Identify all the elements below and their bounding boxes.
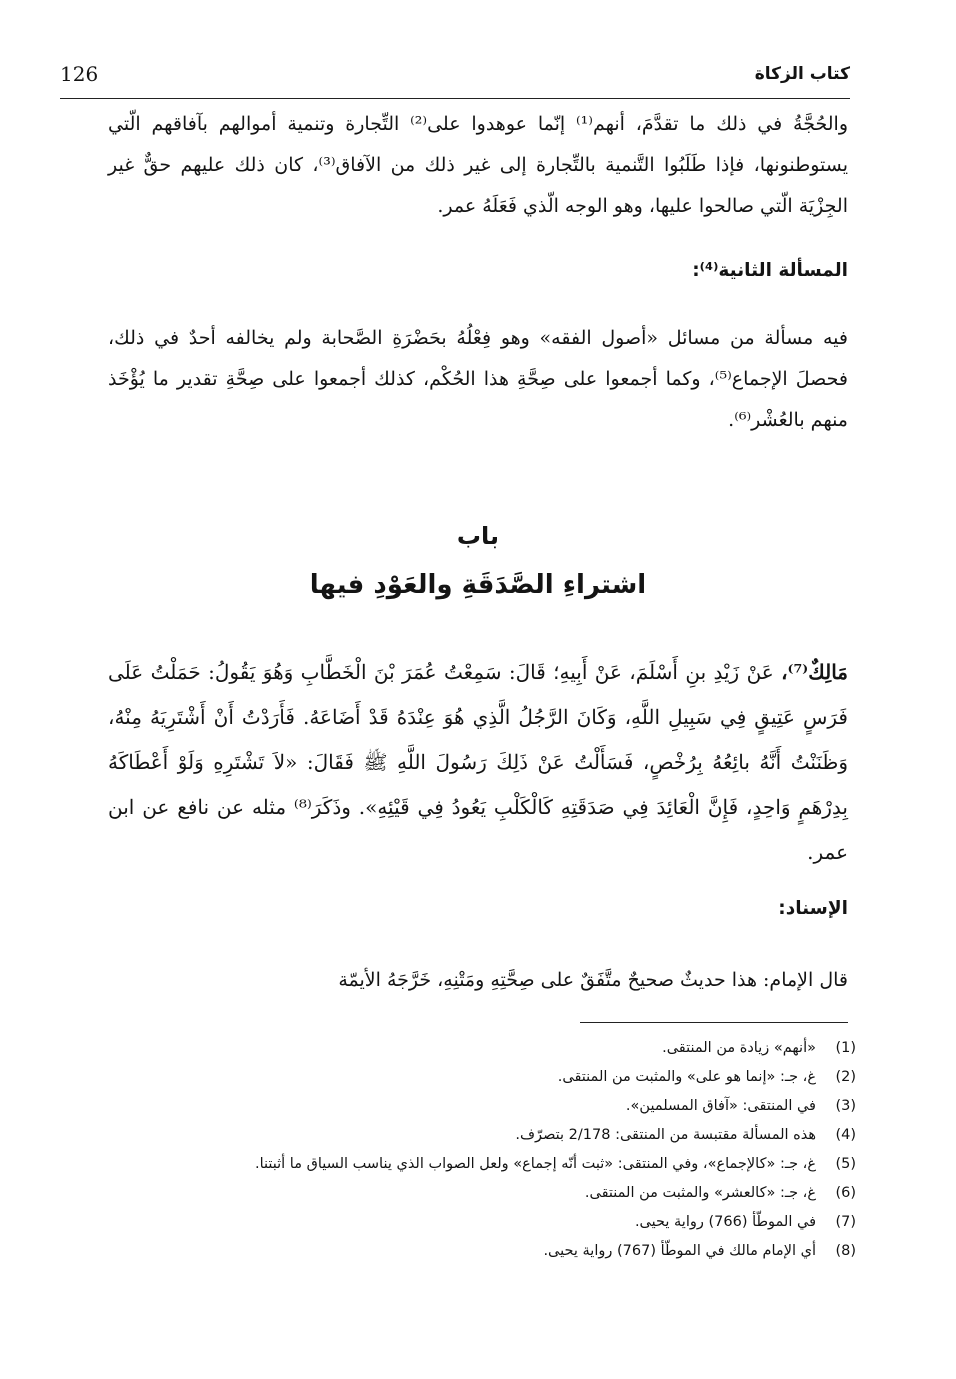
footnotes-list: [96, 1034, 856, 1266]
intro-paragraph: والحُجَّةُ في ذلك ما تقدَّمَ، أنهم⁽¹⁾ إنّما عوهدوا على⁽²⁾ التِّجارة وتنمية أموالهم بآفاقهم الّتي يستوطنونها، فإذا طَلَبُوا التَّنمية بالتِّجارة إلى غير ذلك من الآفاق⁽³⁾، كان ذلك عليهم حقٌّ غير الجِزْيَة الّتي صالحوا عليها، وهو الوجه الّذي فَعَلَهُ عمر.: [108, 113, 849, 217]
footnote-number: (1): [835, 1040, 856, 1056]
footnote-item: [96, 1121, 856, 1150]
footnote-item: [96, 1208, 856, 1237]
page-number: 126: [60, 62, 99, 86]
footnote-text: في المنتقى: «آفاق المسلمين».: [625, 1098, 816, 1114]
footnote-item: [96, 1063, 856, 1092]
footnote-text: غ، جـ: «كالعشر» والمثبت من المنتقى.: [584, 1185, 816, 1201]
hadith-tail: وذَكَرَ⁽⁸⁾ مثله عن نافع عن ابن عمر.: [108, 795, 848, 864]
footnote-item: [96, 1150, 856, 1179]
footnote-text: في الموطّأ (766) رواية يحيى.: [634, 1214, 816, 1230]
hadith-body: عَنْ زَيْدِ بنِ أَسْلَمَ، عَنْ أَبِيهِ؛ قَالَ: سَمِعْتُ عُمَرَ بْنَ الْخَطَّابِ وَهُوَ يَقُولُ: حَمَلْتُ عَلَى فَرَسٍ عَتِيقٍ فِي سَبِيلِ اللَّهِ، وَكَانَ الرَّجُلُ الَّذِي هُوَ عِنْدَهُ قَدْ أَضَاعَهُ. فَأَرَدْتُ أَنْ أَشْتَرِيَهُ مِنْهُ، وَظَنَنْتُ أَنَّهُ بائِعُهُ بِرُخْصٍ، فَسَأَلْتُ عَنْ ذَلِكَ رَسُولَ اللَّهِ ﷺ فَقَالَ: «لاَ تَشْتَرِهِ وَلَوْ أَعْطَاكَهُ بِدِرْهَمٍ وَاحِدٍ، فَإِنَّ الْعَائِدَ فِي صَدَقَتِهِ كَالْكَلْبِ يَعُودُ فِي قَيْئِهِ».: [108, 660, 848, 819]
footnote-divider: [580, 1022, 848, 1023]
footnote-item: [96, 1237, 856, 1266]
footnote-number: (8): [835, 1243, 856, 1259]
second-issue-heading: المسألة الثانية⁽⁴⁾:: [692, 260, 848, 281]
second-issue-text: فيه مسألة من مسائل «أصول الفقه» وهو فِعْلُهُ بحَضْرَةِ الصَّحابة ولم يخالفه أحدٌ في ذلك، فحصلَ الإجماع⁽⁵⁾، وكما أجمعوا على صِحَّةِ هذا الحُكْم، كذلك أجمعوا على صِحَّةِ تقدير ما يُؤْخَذ منهم بالعُشْر⁽⁶⁾.: [108, 327, 848, 431]
chapter-label: باب: [456, 522, 500, 550]
isnad-text: قال الإمام: هذا حديثٌ صحيحٌ متَّفَقٌ على صِحَّتِهِ ومَتْنِهِ، خَرَّجَهُ الأيمّة: [338, 969, 848, 991]
hadith-narrator: مَالِكٌ⁽⁷⁾،: [781, 660, 848, 684]
footnote-text: غ، جـ: «كالإجماع»، وفي المنتقى: «ثبت أنّه إجماع» ولعل الصواب الذي يناسب السياق ما أثبتنا.: [254, 1156, 816, 1172]
footnote-number: (3): [835, 1098, 856, 1114]
chapter-title: اشتراءِ الصَّدَقَةِ والعَوْدِ فيها: [309, 570, 647, 600]
footnote-text: غ، جـ: «إنما هو على» والمثبت من المنتقى.: [557, 1069, 816, 1085]
hadith-text: [108, 650, 848, 875]
footnote-item: [96, 1092, 856, 1121]
isnad-heading: الإسناد:: [778, 898, 848, 919]
running-title: كتاب الزكاة: [754, 64, 850, 84]
footnote-text: «أنهم» زيادة من المنتقى.: [662, 1040, 816, 1056]
footnote-item: [96, 1034, 856, 1063]
footnote-number: (6): [835, 1185, 856, 1201]
footnote-text: هذه المسألة مقتبسة من المنتقى: 2/178 بتصرّف.: [515, 1127, 816, 1143]
footnote-number: (2): [835, 1069, 856, 1085]
header-divider: [60, 98, 850, 99]
footnote-item: [96, 1179, 856, 1208]
footnote-number: (4): [835, 1127, 856, 1143]
footnote-text: أي الإمام مالك في الموطّأ (767) رواية يحيى.: [543, 1243, 816, 1259]
page-header: [60, 62, 850, 92]
footnote-number: (7): [835, 1214, 856, 1230]
footnote-number: (5): [835, 1156, 856, 1172]
